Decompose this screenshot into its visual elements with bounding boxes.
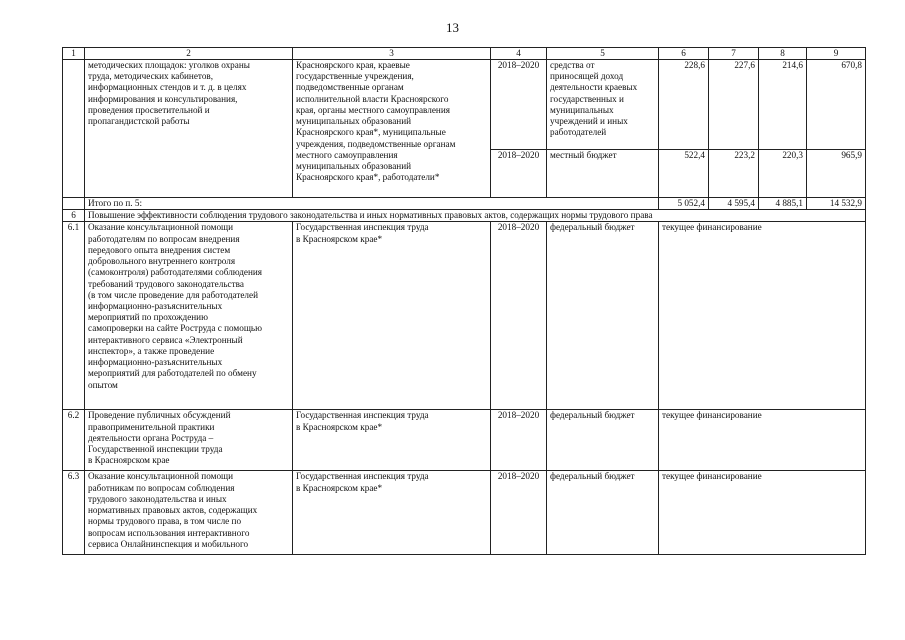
col-2-header: 2 [85,48,293,60]
activity-cell: Проведение публичных обсуждений правоприменительной практики деятельности органа Роструда – Государственной инспекции труда в Красноярском крае [85,410,293,471]
row-number-cell [63,198,85,210]
total-2019-cell: 4 595,4 [709,198,759,210]
executor-cell: Государственная инспекция труда в Красноярском крае* [293,410,491,471]
activity-cell: Оказание консультационной помощи работодателям по вопросам внедрения передового опыта внедрения систем добровольного внутреннего контроля (самоконтроля) работодателями соблюдения требований трудового законодательства (в том числе проведение для работодателей информационно-разъяснительных мероприятий по прохождению самопроверки на сайте Роструда с помощью интерактивного сервиса «Электронный инспектор», а также проведение информационно-разъяснительных мероприятий для работодателей по обмену опытом [85,222,293,410]
value-2020-cell: 214,6 [759,60,807,150]
col-6-header: 6 [659,48,709,60]
table-row [63,222,866,410]
value-2019-cell: 227,6 [709,60,759,150]
value-total-cell: 965,9 [807,150,866,198]
col-1-header: 1 [63,48,85,60]
financing-cell: текущее финансирование [659,410,866,471]
total-2020-cell: 4 885,1 [759,198,807,210]
years-cell: 2018–2020 [491,60,547,150]
value-2019-cell: 223,2 [709,150,759,198]
item-number: 6.1 [63,222,85,410]
years-cell: 2018–2020 [491,222,547,410]
executor-cell: Государственная инспекция труда в Красноярском крае* [293,222,491,410]
table-row [63,471,866,555]
column-number-header [63,48,866,60]
section-heading-row [63,210,866,222]
executor-cell: Государственная инспекция труда в Красноярском крае* [293,471,491,555]
row-number-cell [63,60,85,198]
years-cell: 2018–2020 [491,471,547,555]
total-label: Итого по п. 5: [85,198,659,210]
funding-source-cell: местный бюджет [547,150,659,198]
col-8-header: 8 [759,48,807,60]
activity-cell: Оказание консультационной помощи работникам по вопросам соблюдения трудового законодательства и иных нормативных правовых актов, содержащих нормы трудового права, в том числе по вопросам использования интерактивного сервиса Онлайнинспекция и мобильного [85,471,293,555]
program-table [62,47,866,555]
col-3-header: 3 [293,48,491,60]
funding-source-cell: федеральный бюджет [547,410,659,471]
years-cell: 2018–2020 [491,410,547,471]
col-7-header: 7 [709,48,759,60]
section-title: Повышение эффективности соблюдения трудового законодательства и иных нормативных правовых актов, содержащих нормы трудового права [85,210,866,222]
table-row [63,60,866,150]
financing-cell: текущее финансирование [659,471,866,555]
executors-cell: Красноярского края, краевые государственные учреждения, подведомственные органам исполнительной власти Красноярского края, органы местного самоуправления муниципальных образований Красноярского края*, муниципальные учреждения, подведомственные органам местного самоуправления муниципальных образований Красноярского края*, работодатели* [293,60,491,198]
page-number: 13 [446,20,459,35]
total-2018-cell: 5 052,4 [659,198,709,210]
funding-source-cell: федеральный бюджет [547,222,659,410]
col-4-header: 4 [491,48,547,60]
value-total-cell: 670,8 [807,60,866,150]
financing-cell: текущее финансирование [659,222,866,410]
activity-cell: методических площадок: уголков охраны труда, методических кабинетов, информационных стендов и т. д. в целях информирования и консультирования, проведения просветительной и пропагандистской работы [85,60,293,198]
funding-source-cell: средства от приносящей доход деятельности краевых государственных и муниципальных учреждений и иных работодателей [547,60,659,150]
total-sum-cell: 14 532,9 [807,198,866,210]
col-9-header: 9 [807,48,866,60]
item-number: 6.2 [63,410,85,471]
section-number: 6 [63,210,85,222]
col-5-header: 5 [547,48,659,60]
value-2018-cell: 522,4 [659,150,709,198]
total-row [63,198,866,210]
funding-source-cell: федеральный бюджет [547,471,659,555]
table-row [63,410,866,471]
value-2020-cell: 220,3 [759,150,807,198]
years-cell: 2018–2020 [491,150,547,198]
item-number: 6.3 [63,471,85,555]
value-2018-cell: 228,6 [659,60,709,150]
